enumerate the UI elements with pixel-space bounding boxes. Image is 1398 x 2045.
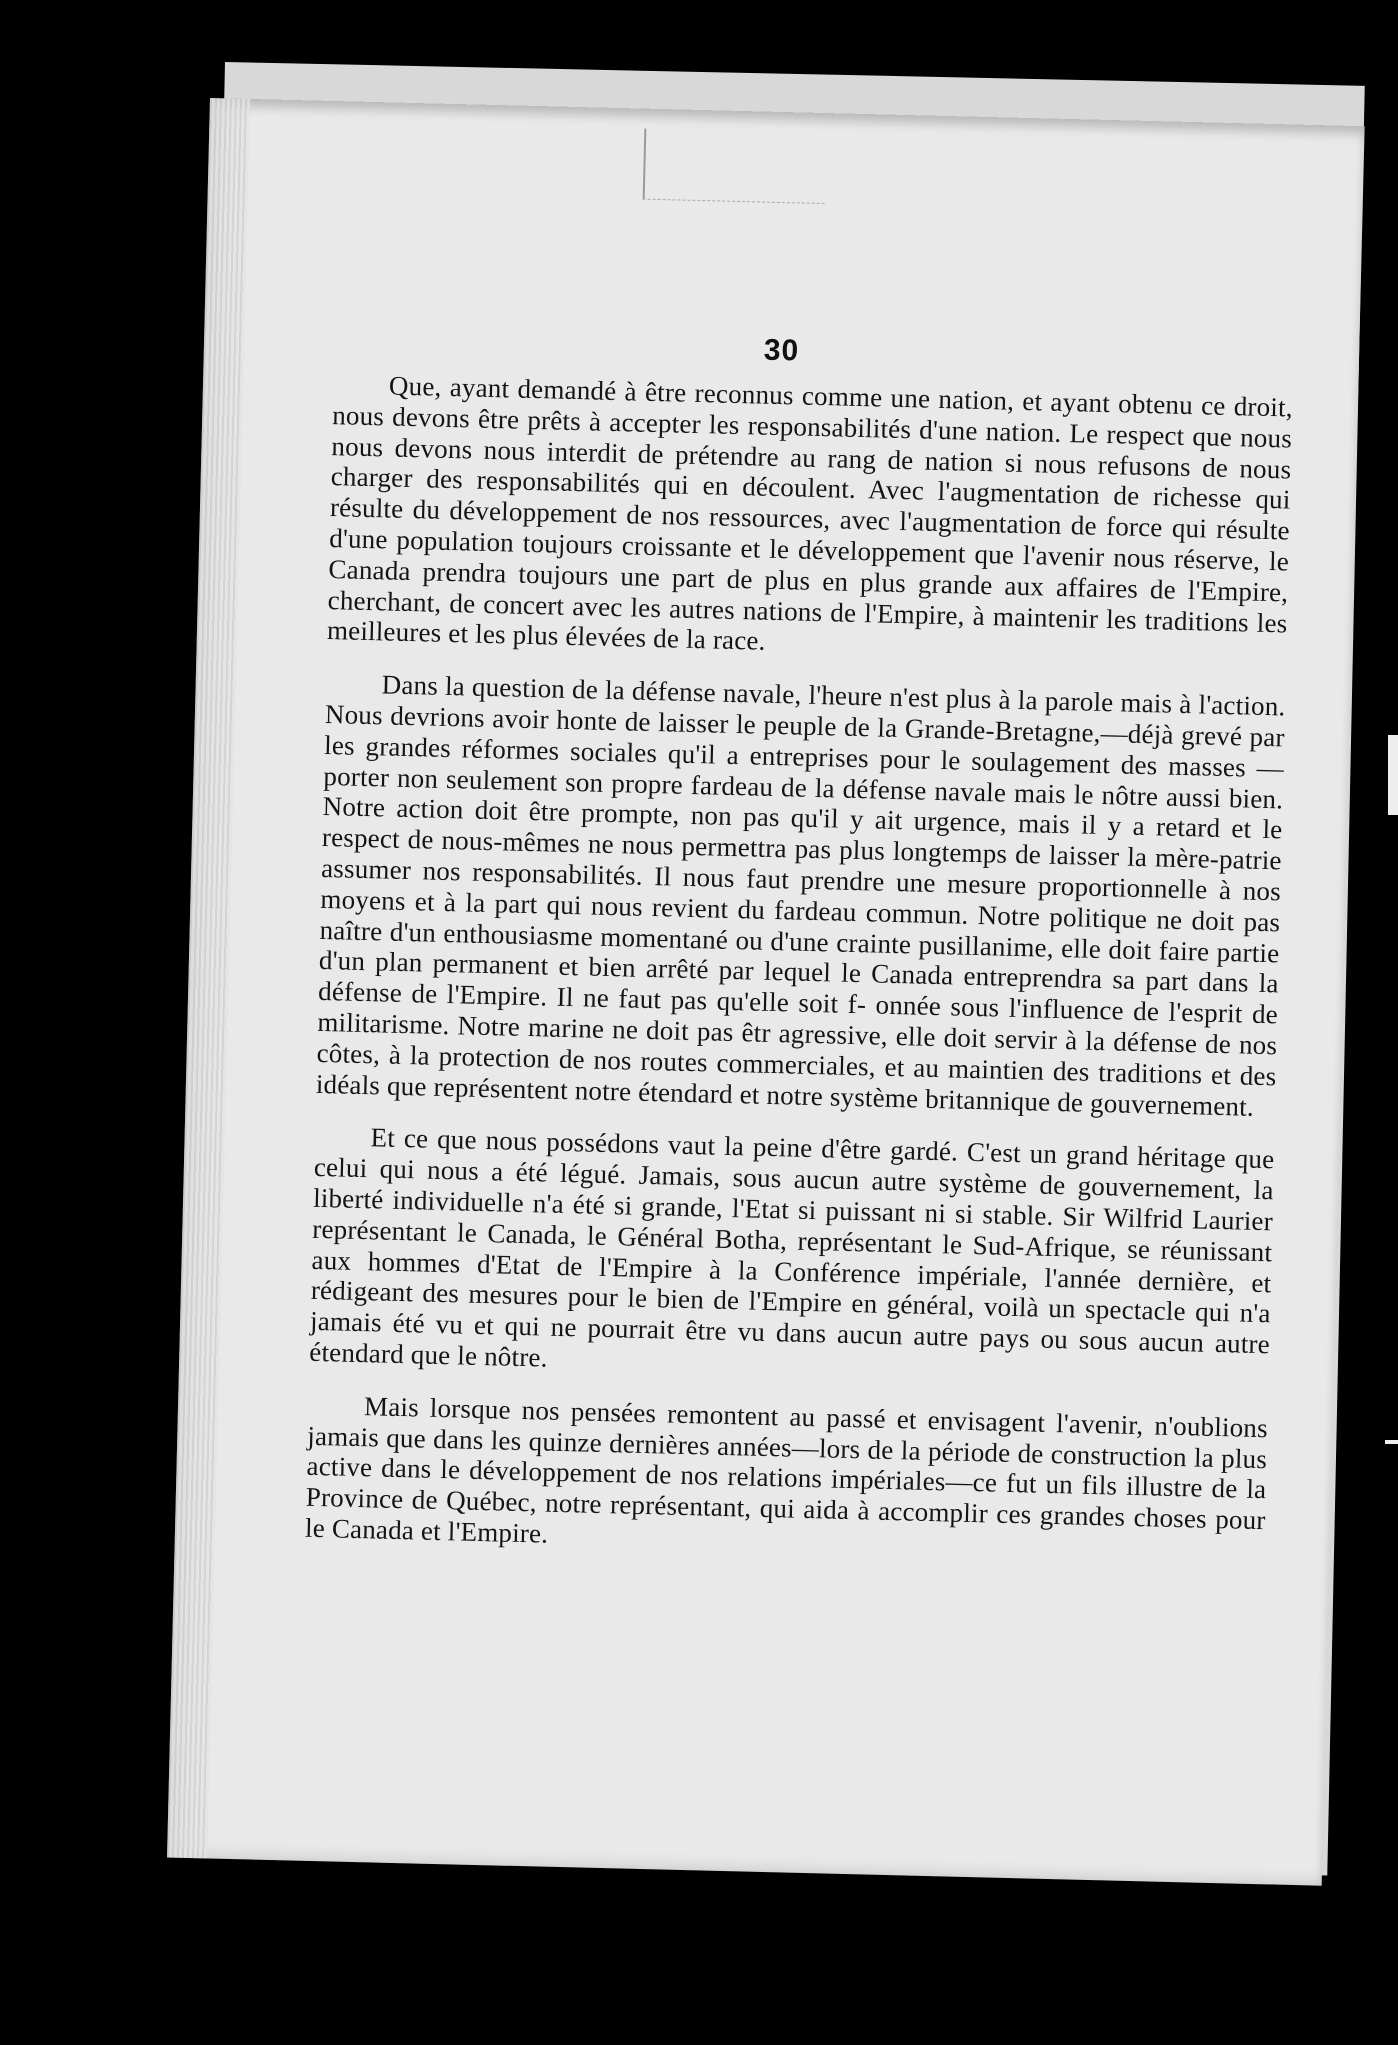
right-edge-mark: [1385, 1440, 1398, 1444]
paragraph-4: Mais lorsque nos pensées remontent au passé et envisagent l'avenir, n'oublions jamais que dans les quinze dernières années—lors de la période de construction la plus active dans le développement de nos relations impériales—ce fut un fils illustre de la Province de Québec, notre représentant, qui aida à accomplir ces grandes choses pour le Canada et l'Empire.: [304, 1390, 1269, 1549]
paragraph-1: Que, ayant demandé à être reconnus comme une nation, et ayant obtenu ce droit, nous devons être prêts à accepter les responsabilités d'une nation. Le respect que nous nous devons nous interdit de prétendre au rang de nation si nous refusons de nous charger des responsabilités qui en découlent. Avec l'augmentation de richesse qui résulte du développement de nos ressources, avec l'augmentation de force qui résulte d'une population toujours croissante et le développement que l'avenir nous réserve, le Canada prendra toujours une part de plus en plus grande aux affaires de l'Empire, cherchant, de concert avec les autres nations de l'Empire, à maintenir les traditions les meilleures et les plus élevées de la race.: [326, 370, 1294, 657]
page-tab-mark: [643, 129, 827, 204]
body-text: [304, 369, 1293, 1589]
paragraph-2: Dans la question de la défense navale, l'heure n'est plus à la parole mais à l'action. Nous devrions avoir honte de laisser le peuple de la Grande-Bretagne,—déjà grevé par les grandes réformes sociales qu'il a entreprises pour le soulagement des masses — porter non seulement son propre fardeau de la défense navale mais le nôtre aussi bien. Notre action doit être prompte, non pas qu'il y ait urgence, mais il y a retard et le respect de nous-mêmes ne nous permettra pas plus longtemps de laisser la mère-patrie assumer nos responsabilités. Il nous faut prendre une mesure proportionnelle à nos moyens et à la part qui nous revient du fardeau commun. Notre politique ne doit pas naître d'un enthousiasme momentané ou d'une crainte pusillanime, elle doit faire partie d'un plan permanent et bien arrêté par lequel le Canada entreprendra sa part dans la défense de l'Empire. Il ne faut pas qu'elle soit f- onnée sous l'influence de l'esprit de militarisme. Notre marine ne doit pas êtr agressive, elle doit servir à la défense de nos côtes, à la protection de nos routes commerciales, et au maintien des traditions et des idéals que représentent notre étendard et notre système britannique de gouvernement.: [315, 669, 1286, 1122]
right-edge-mark: [1388, 735, 1398, 815]
document-page: [167, 98, 1365, 1886]
page-number: 30: [763, 333, 800, 368]
page-edge-shading: [167, 98, 250, 1858]
paragraph-3: Et ce que nous possédons vaut la peine d'être gardé. C'est un grand héritage que celui qui nous a été légué. Jamais, sous aucun autre système de gouvernement, la liberté individuelle n'a été si grande, l'Etat si puissant ni si stable. Sir Wilfrid Laurier représentant le Canada, le Général Botha, représentant le Sud-Afrique, se réunissant aux hommes d'Etat de l'Empire à la Conférence impériale, l'année dernière, et rédigeant des mesures pour le bien de l'Empire en général, voilà un spectacle qui n'a jamais été vu et qui ne pourrait être vu dans aucun autre pays ou sous aucun autre étendard que le nôtre.: [309, 1122, 1275, 1373]
